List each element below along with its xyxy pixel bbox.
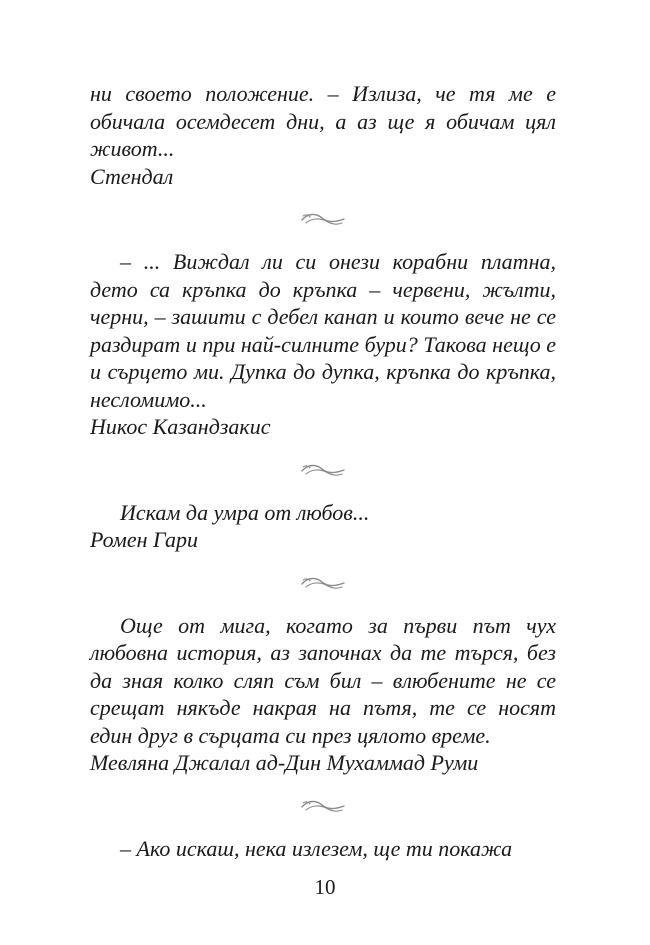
quote-gary: [90, 499, 556, 554]
quote-rumi: [90, 612, 556, 777]
quote-author: Мевляна Джалал ад-Дин Мухаммад Руми: [90, 750, 479, 775]
section-divider: [90, 554, 556, 612]
quote-stendhal: [90, 80, 556, 190]
flourish-ornament-icon: [300, 462, 346, 478]
page-number: 10: [314, 875, 336, 899]
flourish-ornament-icon: [300, 211, 346, 227]
quote-author: Стендал: [90, 163, 174, 189]
quote-author: Никос Казандзакис: [90, 414, 271, 439]
section-divider: [90, 777, 556, 835]
quote-author: Ромен Гари: [90, 527, 198, 552]
quote-text: Още от мига, когато за първи път чух любовна история, аз започнах да те търся, без да зная колко сляп съм бил – влюбените не се срещат някъде накрая на пътя, те се носят един друг в сърцата си през цялото време.: [90, 612, 556, 748]
section-divider: [90, 190, 556, 248]
quote-text: – ... Виждал ли си онези корабни платна, дето са кръпка до кръпка – червени, жълти, черни, – зашити с дебел канап и които вече не се раздират и при най-силните бури? Такова нещо е и сърцето ми. Дупка до дупка, кръпка до кръпка, несломимо...: [90, 249, 556, 412]
flourish-ornament-icon: [300, 798, 346, 814]
quote-kazantzakis: [90, 248, 556, 441]
flourish-ornament-icon: [300, 575, 346, 591]
section-divider: [90, 441, 556, 499]
quote-text: Искам да умра от любов...: [120, 499, 370, 525]
page-body: [90, 80, 556, 862]
quote-continuation: [90, 835, 556, 863]
quote-text: – Ако искаш, нека излезем, ще ти покажа: [120, 835, 513, 861]
quote-text: ни своето положение. – Излиза, че тя ме е обичала осемдесет дни, а аз ще я обичам цял живот...: [90, 81, 556, 161]
